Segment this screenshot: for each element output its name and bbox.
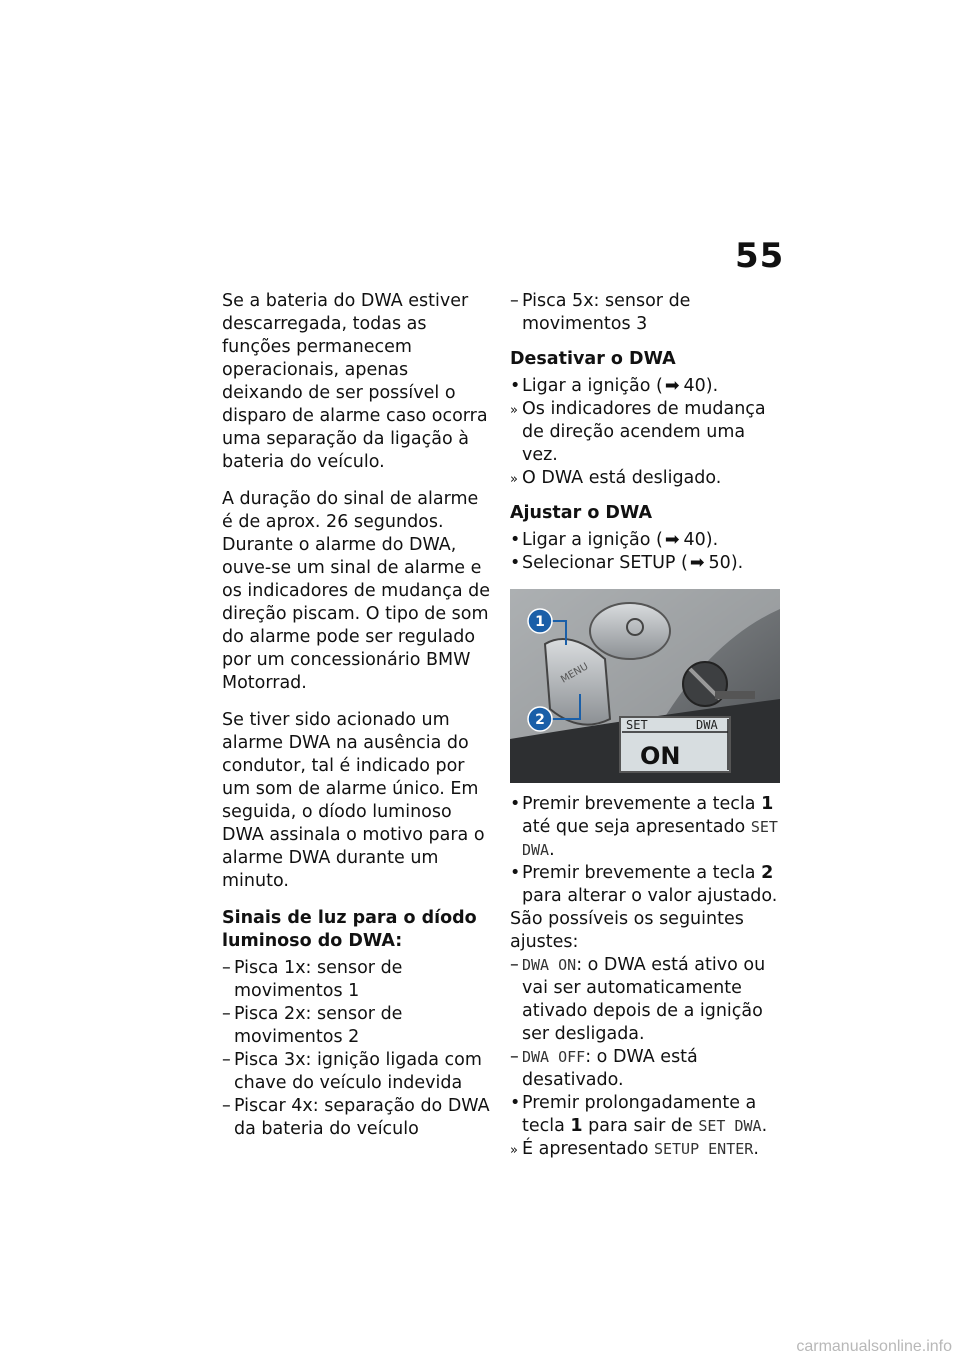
list-item: • Premir brevemente a tecla 1 até que seja apresentado SET DWA. bbox=[510, 794, 778, 860]
watermark: carmanualsonline.info bbox=[796, 1338, 952, 1355]
list-item: » É apresentado SETUP ENTER. bbox=[510, 1138, 782, 1161]
callout-2-label: 2 bbox=[535, 712, 545, 728]
handlebar-illustration bbox=[510, 589, 780, 783]
list-item: • Premir prolongadamente a tecla 1 para sair de SET DWA. bbox=[510, 1093, 768, 1136]
list-item: – DWA OFF: o DWA está desativado. bbox=[510, 1046, 782, 1092]
heading-adjust-dwa: Ajustar o DWA bbox=[510, 503, 653, 523]
list-item: – DWA ON: o DWA está ativo ou vai ser automaticamente ativado depois de a ignição ser desligada. bbox=[510, 954, 782, 1046]
page-reference-icon: ➡ bbox=[689, 553, 705, 573]
heading-led-signals: Sinais de luz para o díodo luminoso do DWA: bbox=[222, 908, 477, 951]
list-item: • Ligar a ignição ( ➡ 40). bbox=[510, 530, 719, 550]
figure-handlebar-buttons bbox=[510, 589, 780, 783]
display-dwa-text: DWA bbox=[696, 718, 718, 732]
page-reference-icon: ➡ bbox=[664, 530, 680, 550]
page-reference-icon: ➡ bbox=[664, 376, 680, 396]
list-item: – Pisca 5x: sensor de movimentos 3 bbox=[510, 290, 782, 336]
list-item: • Selecionar SETUP ( ➡ 50). bbox=[510, 553, 744, 573]
list-item: – Piscar 4x: separação do DWA da bateria do veículo bbox=[222, 1095, 494, 1141]
left-column bbox=[222, 290, 494, 1141]
display-set-text: SET bbox=[626, 718, 648, 732]
list-item: – Pisca 1x: sensor de movimentos 1 bbox=[222, 957, 494, 1003]
led-signal-list bbox=[222, 957, 494, 1141]
paragraph-battery: Se a bateria do DWA estiver descarregada, todas as funções permanecem operacionais, apenas deixando de ser possível o disparo de alarme caso ocorra uma separação da ligação à bateria do veículo. bbox=[222, 291, 488, 472]
adjust-steps bbox=[510, 529, 782, 575]
adjust-dwa-steps bbox=[510, 793, 782, 908]
heading-deactivate-dwa: Desativar o DWA bbox=[510, 349, 676, 369]
led-signal-list-cont bbox=[510, 290, 782, 336]
deactivate-steps bbox=[510, 375, 782, 490]
list-item: » Os indicadores de mudança de direção acendem uma vez. bbox=[510, 398, 782, 467]
paragraph-alarm-triggered: Se tiver sido acionado um alarme DWA na ausência do condutor, tal é indicado por um som de alarme único. Em seguida, o díodo luminoso DWA assinala o motivo para o alarme DWA durante um minuto. bbox=[222, 710, 485, 891]
exit-steps bbox=[510, 1092, 782, 1161]
callout-1-label: 1 bbox=[535, 614, 545, 630]
possible-settings-text: São possíveis os seguintes ajustes: bbox=[510, 909, 744, 952]
menu-button-label: MENU bbox=[559, 661, 591, 686]
setting-options bbox=[510, 954, 782, 1092]
list-item: » O DWA está desligado. bbox=[510, 467, 782, 490]
list-item: • Ligar a ignição ( ➡ 40). bbox=[510, 376, 719, 396]
paragraph-alarm-duration: A duração do sinal de alarme é de aprox. 26 segundos. Durante o alarme do DWA, ouve-se um sinal de alarme e os indicadores de mudança de direção piscam. O tipo de som do alarme pode ser regulado por um concessionário BMW Motorrad. bbox=[222, 489, 491, 693]
display-value-text: ON bbox=[640, 742, 681, 770]
right-column bbox=[510, 290, 782, 1161]
list-item: – Pisca 2x: sensor de movimentos 2 bbox=[222, 1003, 494, 1049]
list-item: • Premir brevemente a tecla 2 para alterar o valor ajustado. bbox=[510, 863, 778, 906]
page-number: 55 bbox=[735, 236, 785, 276]
list-item: – Pisca 3x: ignição ligada com chave do veículo indevida bbox=[222, 1049, 494, 1095]
